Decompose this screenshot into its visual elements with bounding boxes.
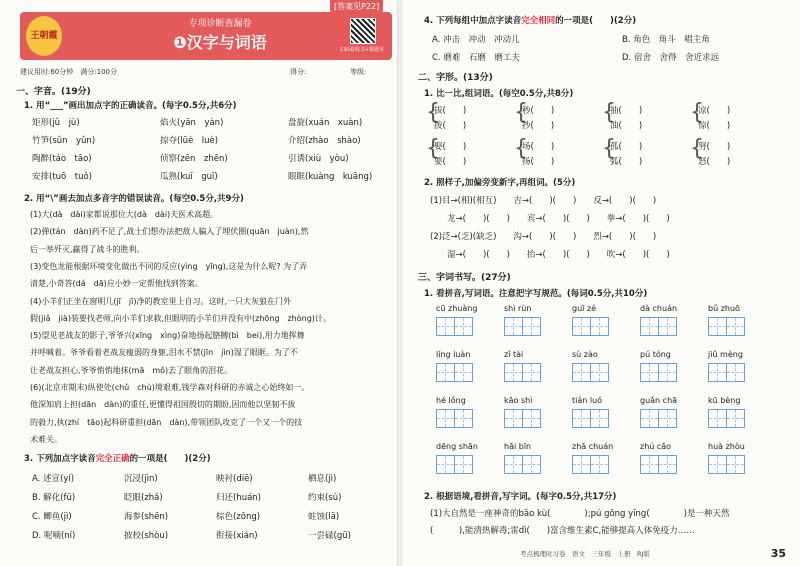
q2-line: (6)(北京市期末)纵使处(chǔ chù)境艰难,钱学森对科研的赤诚之心始终如一。	[30, 383, 310, 392]
r4-line-2: ( ),能清热解毒;雷dì( )富含维生素C,能够提高人体免疫力……	[430, 526, 695, 536]
highlight-text: 完全相同	[521, 16, 556, 26]
q3-option: 海参(shēn)	[124, 512, 169, 522]
question-r4: 2. 根据语境,看拼音,写字词。(每字0.5分,共17分)	[424, 492, 617, 502]
q3-option: 归还(huán)	[216, 493, 262, 503]
r1-word: 扬( )	[522, 157, 555, 167]
r1-word: 拨( )	[434, 121, 467, 131]
r1-word: 凉( )	[698, 106, 731, 116]
q2-line: 让老战友担心,爷爷悄悄地抹(mā mǒ)去了眼角的泪花。	[30, 365, 233, 375]
writing-cell[interactable]	[436, 409, 455, 428]
q3-text: 3. 下列加点字读音完全正确的一项是( )(2分)	[24, 454, 211, 464]
writing-cell[interactable]	[708, 317, 727, 336]
q2-line: 清楚,小奇答(dá dā)应小妙一定帮他找到答案。	[30, 279, 203, 289]
q2-line: 他深知肩上担(dān dàn)的重任,更懂得祖国殷切的期盼,因而他以坚韧不拔	[30, 400, 296, 410]
pinyin-label: zhú cǎo	[640, 442, 672, 451]
pinyin-label: hé lǒng	[436, 396, 466, 405]
q3-option: C. 鲫鱼(jì)	[32, 512, 72, 522]
pinyin-label: guī zé	[572, 304, 597, 313]
question-r1: 1. 比一比,组词语。(每空0.5分,共8分)	[424, 89, 574, 99]
qr-caption: 扫码看练习+错题本	[339, 47, 385, 53]
question-1: 1. 用“___”画出加点字的正确读音。(每字0.5分,共6分)	[24, 101, 237, 111]
r1-word: 孤( )	[610, 142, 643, 152]
q1-item: 引诱(xiù yòu)	[288, 154, 349, 164]
pinyin-label: kāo shì	[504, 396, 533, 405]
q1-item: 矩形(jǔ jù)	[32, 118, 80, 128]
pinyin-label: guǎn chā	[640, 396, 678, 405]
writing-box[interactable]	[708, 317, 745, 336]
writing-cell[interactable]	[455, 409, 473, 428]
brand-logo: 王朝霞	[26, 16, 62, 56]
pinyin-label: pú tóng	[640, 350, 671, 359]
pinyin-label: tián luó	[572, 396, 603, 405]
pinyin-label: zǐ tài	[504, 350, 524, 359]
writing-box[interactable]	[504, 409, 541, 428]
writing-cell[interactable]	[659, 409, 677, 428]
question-r3: 1. 看拼音,写词语。注意把字写规范。(每词0.5分,共10分)	[424, 289, 648, 299]
q2-line: (5)望见老战友的影子,爷爷兴(xīng xìng)奋地扬起胳膊(bì bei),用力地挥舞	[30, 331, 305, 341]
writing-cell[interactable]	[572, 455, 591, 474]
q1-item: 竹笋(sǔn yǔn)	[32, 136, 96, 146]
writing-box[interactable]	[504, 317, 541, 336]
r1-word: 怒( )	[698, 157, 731, 167]
q1-item: 陶醉(táo tāo)	[32, 154, 92, 164]
writing-cell[interactable]	[455, 317, 473, 336]
q3-option: 沉浸(jìn)	[124, 474, 158, 484]
writing-cell[interactable]	[523, 363, 541, 382]
brace-icon: {	[602, 100, 616, 125]
q4-option: A. 冲击 冲动 冲动儿	[432, 35, 520, 45]
writing-box[interactable]	[572, 409, 609, 428]
pinyin-label: shì rùn	[504, 304, 532, 313]
writing-box[interactable]	[708, 363, 745, 382]
r1-word: 抄( )	[522, 121, 555, 131]
page-number: 35	[770, 547, 786, 560]
writing-cell[interactable]	[455, 455, 473, 474]
pinyin-label: cū zhuàng	[436, 304, 478, 313]
page-title: ❶汉字与词语	[173, 33, 267, 52]
writing-cell[interactable]	[640, 455, 659, 474]
r1-word: 油( )	[610, 121, 643, 131]
writing-cell[interactable]	[572, 409, 591, 428]
writing-cell[interactable]	[640, 409, 659, 428]
q1-item: 掠夺(lüè luè)	[160, 136, 219, 146]
q1-item: 瓜熟(kuī guī)	[160, 172, 218, 182]
writing-box[interactable]	[640, 317, 677, 336]
r1-word: 要( )	[434, 157, 467, 167]
writing-cell[interactable]	[591, 317, 609, 336]
r2-line: (2)泛→(乏)(缺乏) 沟→( )( ) 烈→( )( )	[430, 232, 657, 242]
writing-cell[interactable]	[504, 363, 523, 382]
q3-option: 约束(sù)	[308, 493, 342, 503]
q3-option: 衔接(xián)	[216, 531, 258, 541]
section-1-heading: 一、字音。(19分)	[16, 87, 91, 97]
writing-box[interactable]	[708, 409, 745, 428]
r1-word: 场( )	[522, 142, 555, 152]
writing-cell[interactable]	[572, 317, 591, 336]
q3-option: 映衬(diē)	[216, 474, 253, 484]
question-2: 2. 用“\”画去加点多音字的错误读音。(每空0.5分,共9分)	[24, 194, 244, 204]
brace-icon: {	[602, 136, 616, 161]
q2-line: 后一举歼灭,赢得了战斗的胜利。	[30, 244, 145, 254]
writing-box[interactable]	[504, 363, 541, 382]
q3-option: 披校(shòu)	[124, 531, 169, 541]
writing-cell[interactable]	[659, 455, 677, 474]
q2-line: 并呼喊着。爷爷看着老战友瘦弱的身躯,泪水不禁(jīn jìn)湿了眼眶。为了不	[30, 348, 298, 358]
writing-cell[interactable]	[727, 363, 745, 382]
writing-box[interactable]	[436, 409, 473, 428]
writing-box[interactable]	[572, 455, 609, 474]
writing-cell[interactable]	[591, 455, 609, 474]
writing-cell[interactable]	[708, 455, 727, 474]
q3-option: A. 述宣(yí)	[32, 474, 75, 484]
writing-cell[interactable]	[455, 363, 473, 382]
brace-icon: {	[690, 100, 704, 125]
writing-cell[interactable]	[523, 317, 541, 336]
brace-icon: {	[514, 136, 528, 161]
header-subtitle: 专项诊断查漏卷	[188, 19, 252, 29]
highlight-text: 完全正确	[95, 454, 130, 464]
r1-word: 努( )	[698, 142, 731, 152]
writing-cell[interactable]	[727, 455, 745, 474]
writing-box[interactable]	[640, 455, 677, 474]
pinyin-label: bǔ zhuō	[708, 304, 740, 313]
q3-option: 眨眼(zhǎ)	[124, 493, 163, 503]
r2-line: 龙→( )( ) 宾→( )( ) 拳→( )( )	[430, 214, 670, 224]
writing-cell[interactable]	[591, 363, 609, 382]
q1-item: 安排(tuō tuǒ)	[32, 172, 92, 182]
q1-item: 焰火(yān yàn)	[160, 118, 224, 128]
pinyin-label: jiǔ mèng	[708, 350, 743, 359]
writing-cell[interactable]	[591, 409, 609, 428]
brace-icon: {	[514, 100, 528, 125]
r1-word: 抽( )	[610, 106, 643, 116]
writing-cell[interactable]	[436, 455, 455, 474]
writing-cell[interactable]	[504, 317, 523, 336]
q1-item: 介绍(zhào shào)	[288, 136, 361, 146]
r1-word: 娶( )	[434, 142, 467, 152]
writing-box[interactable]	[640, 363, 677, 382]
writing-cell[interactable]	[436, 363, 455, 382]
r2-line: (1)目→(相)(相互) 吉→( )( ) 反→( )( )	[430, 196, 657, 206]
question-r2: 2. 照样子,加偏旁变新字,再组词。(5分)	[424, 178, 576, 188]
writing-cell[interactable]	[436, 317, 455, 336]
brace-icon: {	[426, 100, 440, 125]
writing-box[interactable]	[436, 455, 473, 474]
r1-word: 秒( )	[522, 106, 555, 116]
r2-line: 湿→( )( ) 抬→( )( ) 吹→( )( )	[430, 250, 670, 260]
q3-option: B. 解化(fū)	[32, 493, 76, 503]
q2-line: (1)大(dà dài)家都说那位大(dà dài)夫医术高超。	[30, 210, 219, 219]
pinyin-label: dà chuán	[640, 304, 678, 313]
pinyin-label: dēng shān	[436, 442, 478, 451]
answer-tag: [答案见P22]	[330, 0, 383, 13]
r1-word: 拔( )	[434, 106, 467, 116]
writing-cell[interactable]	[708, 363, 727, 382]
pinyin-label: sù zào	[572, 350, 598, 359]
brace-icon: {	[426, 136, 440, 161]
writing-box[interactable]	[504, 455, 541, 474]
writing-cell[interactable]	[659, 363, 677, 382]
r4-line-1: (1)大自然是一座神奇的bǎo kù( );pú gōng yīng( )是一种天然	[430, 509, 730, 519]
writing-cell[interactable]	[659, 317, 677, 336]
writing-cell[interactable]	[504, 409, 523, 428]
pinyin-label: líng luàn	[436, 350, 471, 359]
q4-option: B. 角色 角斗 唱主角	[622, 35, 710, 45]
writing-box[interactable]	[572, 363, 609, 382]
writing-cell[interactable]	[523, 455, 541, 474]
score-label: 得分:	[290, 68, 307, 76]
writing-box[interactable]	[436, 363, 473, 382]
brace-icon: {	[690, 136, 704, 161]
footer-text: 考点梳理时习卷 语文 三年级 上册 RJ版	[520, 550, 650, 558]
writing-cell[interactable]	[727, 409, 745, 428]
q3-option: D. 呢喃(ní)	[32, 531, 76, 541]
pinyin-label: hǎi bīn	[504, 442, 532, 451]
q1-item: 侦察(zēn zhēn)	[160, 154, 228, 164]
q2-line: 术难关。	[30, 434, 62, 444]
writing-cell[interactable]	[727, 317, 745, 336]
q2-line: 的毅力,执(zhí tāo)起科研重担(dān dàn),带领团队攻克了一个又一个的技	[30, 417, 303, 427]
question-3	[24, 452, 211, 464]
r1-word: 弧( )	[610, 157, 643, 167]
writing-cell[interactable]	[640, 317, 659, 336]
writing-box[interactable]	[640, 409, 677, 428]
section-2-heading: 二、字形。(13分)	[418, 73, 493, 83]
section-3-heading: 三、字词书写。(27分)	[418, 273, 511, 283]
qr-code-icon	[350, 18, 376, 44]
writing-cell[interactable]	[640, 363, 659, 382]
q2-line: (3)变色龙能根据环境变化做出不同的反应(yìng yīng),这是为什么呢? 为了弄	[30, 261, 308, 271]
writing-box[interactable]	[708, 455, 745, 474]
q3-option: 棕色(zōng)	[216, 512, 261, 522]
writing-box[interactable]	[572, 317, 609, 336]
writing-cell[interactable]	[523, 409, 541, 428]
r1-word: 惊( )	[698, 121, 731, 131]
q2-line: (4)小羊们正坐在窗明几(jī jǐ)净的教室里上自习。这时,一只大灰狼在门外	[30, 296, 292, 306]
q3-option: 一尝碌(gū)	[308, 531, 351, 541]
q2-line: (2)弹(tán dàn)药不足了,战士们想办法把敌人骗入了埋伏圈(quān juàn),然	[30, 227, 309, 237]
pinyin-label: huà zhòu	[708, 442, 745, 451]
right-page	[402, 0, 800, 566]
grade-label: 等级:	[350, 68, 367, 76]
q1-item: 眼眶(kuàng kuāng)	[288, 172, 373, 182]
q2-line: 假(jiǎ jià)装要找老师,向小羊们求救,但眼明的小羊们并没有中(zhōng zhòng)计。	[30, 313, 331, 323]
pinyin-label: zhǎ chuán	[572, 442, 614, 451]
question-4: 4. 下列每组中加点字读音完全相同的一项是( )(2分)	[424, 16, 637, 26]
writing-cell[interactable]	[504, 455, 523, 474]
pinyin-label: kū bèng	[708, 396, 741, 405]
q4-option: D. 宿舍 舍得 舍近求远	[622, 53, 719, 63]
q3-option: 栖息(jì)	[308, 474, 337, 484]
q1-item: 盘旋(xuán xuàn)	[288, 118, 363, 128]
q4-option: C. 磨难 石磨 磨工夫	[432, 53, 520, 63]
time-label: 建议用时:60分钟 满分:100分	[20, 68, 117, 76]
writing-box[interactable]	[436, 317, 473, 336]
writing-cell[interactable]	[572, 363, 591, 382]
q3-option: 蛀蚀(lā)	[308, 512, 340, 522]
writing-cell[interactable]	[708, 409, 727, 428]
